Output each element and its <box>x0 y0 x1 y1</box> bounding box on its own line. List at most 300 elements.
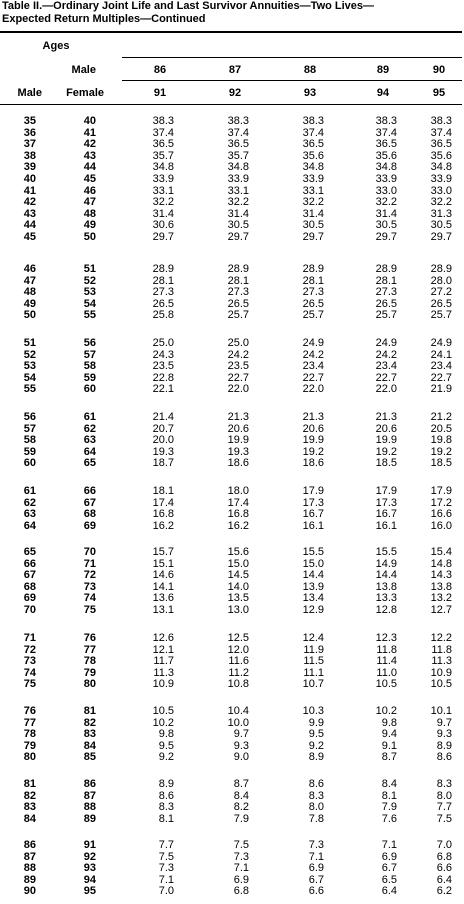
value-90-95: 21.2 <box>430 411 452 423</box>
male-age-90: 90 <box>432 64 446 76</box>
value-88-93: 20.6 <box>302 422 324 435</box>
female-age: 86 <box>83 778 96 790</box>
value-87-92: 7.9 <box>233 812 249 825</box>
table-row <box>0 361 464 372</box>
value-89-94: 29.7 <box>375 231 397 243</box>
female-age: 76 <box>83 632 96 644</box>
female-age: 52 <box>83 274 96 287</box>
male-age: 76 <box>23 705 36 717</box>
female-age: 51 <box>83 263 96 275</box>
female-age: 40 <box>83 115 96 127</box>
value-86-91: 15.1 <box>152 557 174 570</box>
value-86-91: 22.1 <box>152 383 174 396</box>
female-age: 94 <box>83 873 96 886</box>
value-88-93: 28.1 <box>302 274 324 287</box>
value-87-92: 16.2 <box>227 519 249 532</box>
table-row <box>0 521 464 532</box>
table-row <box>0 458 464 469</box>
female-age: 92 <box>83 850 96 863</box>
female-age: 91 <box>83 839 96 851</box>
value-88-93: 13.9 <box>302 580 324 593</box>
female-age: 81 <box>83 705 96 717</box>
value-86-91: 8.6 <box>158 789 174 802</box>
table-row <box>0 498 464 509</box>
value-87-92: 9.3 <box>233 739 249 752</box>
value-87-92: 20.6 <box>227 422 249 435</box>
value-87-92: 14.5 <box>227 569 249 582</box>
value-90-95: 13.8 <box>430 580 452 593</box>
value-88-93: 33.9 <box>302 173 324 185</box>
value-87-92: 13.5 <box>227 592 249 605</box>
male-age: 68 <box>23 580 36 593</box>
value-88-93: 12.4 <box>302 632 324 644</box>
value-87-92: 34.8 <box>227 161 249 174</box>
table-row <box>0 174 464 185</box>
value-86-91: 33.9 <box>152 173 174 185</box>
value-90-95: 13.2 <box>430 592 452 605</box>
value-86-91: 9.2 <box>158 751 174 764</box>
value-86-91: 34.8 <box>152 161 174 174</box>
female-age: 65 <box>83 457 96 470</box>
table-row <box>0 447 464 458</box>
male-age: 60 <box>23 457 36 470</box>
value-86-91: 7.1 <box>158 873 174 886</box>
value-88-93: 19.9 <box>302 434 324 447</box>
male-age: 51 <box>23 337 36 349</box>
value-90-95: 34.8 <box>430 161 452 174</box>
value-88-93: 7.3 <box>308 839 324 851</box>
table-row <box>0 802 464 813</box>
male-sub-rule <box>122 80 462 81</box>
male-age: 53 <box>23 360 36 373</box>
value-89-94: 9.4 <box>381 728 397 741</box>
value-87-92: 10.0 <box>227 716 249 729</box>
value-86-91: 20.0 <box>152 434 174 447</box>
male-age: 59 <box>23 445 36 458</box>
value-86-91: 12.6 <box>152 632 174 644</box>
male-age: 84 <box>23 812 36 825</box>
male-age: 77 <box>23 716 36 729</box>
male-age: 41 <box>23 184 36 197</box>
male-age: 83 <box>23 801 36 814</box>
female-age: 43 <box>83 149 96 162</box>
female-age: 75 <box>83 604 96 616</box>
value-88-93: 27.3 <box>302 286 324 299</box>
table-title <box>2 0 457 26</box>
value-88-93: 8.6 <box>308 778 324 790</box>
value-86-91: 21.4 <box>152 411 174 423</box>
male-age: 50 <box>23 309 36 322</box>
value-89-94: 16.1 <box>375 519 397 532</box>
table-row <box>0 384 464 395</box>
female-age: 88 <box>83 801 96 814</box>
male-age: 61 <box>23 485 36 497</box>
value-89-94: 35.6 <box>375 149 397 162</box>
male-age: 80 <box>23 751 36 764</box>
value-90-95: 14.3 <box>430 569 452 582</box>
value-89-94: 33.9 <box>375 173 397 185</box>
table-row <box>0 287 464 298</box>
value-87-92: 35.7 <box>227 149 249 162</box>
value-90-95: 25.7 <box>430 309 452 322</box>
female-age: 41 <box>83 126 96 139</box>
value-90-95: 8.0 <box>436 789 452 802</box>
value-89-94: 19.2 <box>375 445 397 458</box>
table-row <box>0 729 464 740</box>
male-age: 64 <box>23 519 36 532</box>
male-age: 48 <box>23 286 36 299</box>
female-age: 58 <box>83 360 96 373</box>
value-89-94: 10.2 <box>375 705 397 717</box>
value-89-94: 31.4 <box>375 207 397 220</box>
value-88-93: 7.1 <box>308 850 324 863</box>
female-age: 87 <box>83 789 96 802</box>
value-88-93: 18.6 <box>302 457 324 470</box>
value-87-92: 9.7 <box>233 728 249 741</box>
value-89-94: 7.1 <box>381 839 397 851</box>
ages-sub-rule <box>122 57 462 58</box>
value-86-91: 17.4 <box>152 496 174 509</box>
value-89-94: 34.8 <box>375 161 397 174</box>
value-90-95: 6.8 <box>436 850 452 863</box>
value-90-95: 33.0 <box>430 184 452 197</box>
male-age-89: 89 <box>376 64 390 76</box>
table-row <box>0 197 464 208</box>
value-89-94: 6.5 <box>381 873 397 886</box>
value-90-95: 23.4 <box>430 360 452 373</box>
value-89-94: 6.9 <box>381 850 397 863</box>
value-87-92: 29.7 <box>227 231 249 243</box>
male-age: 47 <box>23 274 36 287</box>
value-87-92: 38.3 <box>227 115 249 127</box>
value-86-91: 10.5 <box>152 705 174 717</box>
table-row <box>0 863 464 874</box>
value-89-94: 17.3 <box>375 496 397 509</box>
table-row <box>0 706 464 717</box>
female-age-93: 93 <box>303 87 317 99</box>
value-87-92: 26.5 <box>227 297 249 310</box>
value-88-93: 19.2 <box>302 445 324 458</box>
male-age: 37 <box>23 138 36 151</box>
value-89-94: 22.0 <box>375 383 397 396</box>
value-87-92: 28.9 <box>227 263 249 275</box>
value-88-93: 22.7 <box>302 371 324 384</box>
table-row <box>0 741 464 752</box>
value-87-92: 33.1 <box>227 184 249 197</box>
female-age: 80 <box>83 678 96 691</box>
value-87-92: 14.0 <box>227 580 249 593</box>
table-row <box>0 264 464 275</box>
value-86-91: 16.2 <box>152 519 174 532</box>
female-age: 44 <box>83 161 96 174</box>
value-88-93: 7.8 <box>308 812 324 825</box>
table-row <box>0 116 464 127</box>
value-87-92: 8.4 <box>233 789 249 802</box>
value-86-91: 7.0 <box>158 885 174 898</box>
value-90-95: 33.9 <box>430 173 452 185</box>
value-89-94: 6.4 <box>381 885 397 898</box>
table-row <box>0 656 464 667</box>
table-row <box>0 752 464 763</box>
male-age: 79 <box>23 739 36 752</box>
value-89-94: 15.5 <box>375 546 397 558</box>
male-age: 65 <box>23 546 36 558</box>
value-86-91: 35.7 <box>152 149 174 162</box>
male-age: 57 <box>23 422 36 435</box>
value-88-93: 10.7 <box>302 678 324 691</box>
male-age: 78 <box>23 728 36 741</box>
value-88-93: 8.3 <box>308 789 324 802</box>
value-86-91: 14.1 <box>152 580 174 593</box>
value-86-91: 10.2 <box>152 716 174 729</box>
value-87-92: 37.4 <box>227 126 249 139</box>
value-87-92: 15.6 <box>227 546 249 558</box>
value-86-91: 38.3 <box>152 115 174 127</box>
female-age: 85 <box>83 751 96 764</box>
female-age: 95 <box>83 885 96 898</box>
male-age: 90 <box>23 885 36 898</box>
value-88-93: 28.9 <box>302 263 324 275</box>
value-86-91: 15.7 <box>152 546 174 558</box>
value-86-91: 37.4 <box>152 126 174 139</box>
female-age: 46 <box>83 184 96 197</box>
value-89-94: 17.9 <box>375 485 397 497</box>
value-90-95: 29.7 <box>430 231 452 243</box>
value-89-94: 20.6 <box>375 422 397 435</box>
male-age-87: 87 <box>228 64 242 76</box>
female-age: 59 <box>83 371 96 384</box>
value-86-91: 8.9 <box>158 778 174 790</box>
value-89-94: 7.6 <box>381 812 397 825</box>
value-88-93: 8.9 <box>308 751 324 764</box>
value-90-95: 28.0 <box>430 274 452 287</box>
value-87-92: 12.5 <box>227 632 249 644</box>
female-age: 71 <box>83 557 96 570</box>
value-86-91: 7.3 <box>158 862 174 875</box>
value-87-92: 13.0 <box>227 604 249 616</box>
male-age: 88 <box>23 862 36 875</box>
value-90-95: 6.2 <box>436 885 452 898</box>
table-row <box>0 338 464 349</box>
male-age: 82 <box>23 789 36 802</box>
value-89-94: 36.5 <box>375 138 397 151</box>
value-90-95: 6.6 <box>436 862 452 875</box>
value-89-94: 14.4 <box>375 569 397 582</box>
value-88-93: 23.4 <box>302 360 324 373</box>
male-age: 45 <box>23 231 36 243</box>
value-87-92: 33.9 <box>227 173 249 185</box>
value-90-95: 26.5 <box>430 297 452 310</box>
value-88-93: 24.9 <box>302 337 324 349</box>
value-87-92: 7.1 <box>233 862 249 875</box>
value-86-91: 10.9 <box>152 678 174 691</box>
value-90-95: 8.3 <box>436 778 452 790</box>
value-87-92: 19.3 <box>227 445 249 458</box>
value-87-92: 18.0 <box>227 485 249 497</box>
value-90-95: 8.9 <box>436 739 452 752</box>
table-row <box>0 582 464 593</box>
value-89-94: 33.0 <box>375 184 397 197</box>
value-90-95: 31.3 <box>430 207 452 220</box>
female-age: 56 <box>83 337 96 349</box>
value-90-95: 10.1 <box>430 705 452 717</box>
value-90-95: 11.3 <box>431 655 452 668</box>
value-90-95: 20.5 <box>430 422 452 435</box>
table-row <box>0 633 464 644</box>
male-age-88: 88 <box>303 64 317 76</box>
male-age: 70 <box>23 604 36 616</box>
table-row <box>0 435 464 446</box>
value-89-94: 38.3 <box>375 115 397 127</box>
male-age: 58 <box>23 434 36 447</box>
value-90-95: 11.8 <box>431 643 452 656</box>
female-age: 84 <box>83 739 96 752</box>
value-88-93: 9.9 <box>308 716 324 729</box>
male-age: 49 <box>23 297 36 310</box>
value-87-92: 36.5 <box>227 138 249 151</box>
female-age-94: 94 <box>376 87 390 99</box>
female-age: 62 <box>83 422 96 435</box>
male-age: 44 <box>23 219 36 232</box>
table-row <box>0 875 464 886</box>
value-88-93: 29.7 <box>302 231 324 243</box>
female-age: 60 <box>83 383 96 396</box>
value-90-95: 28.9 <box>430 263 452 275</box>
value-89-94: 12.8 <box>375 604 397 616</box>
female-age: 73 <box>83 580 96 593</box>
value-89-94: 11.8 <box>376 643 397 656</box>
table-row <box>0 151 464 162</box>
male-age-86: 86 <box>153 64 167 76</box>
table-row <box>0 852 464 863</box>
female-age: 61 <box>83 411 96 423</box>
value-90-95: 32.2 <box>430 196 452 209</box>
female-age: 57 <box>83 348 96 361</box>
value-88-93: 22.0 <box>302 383 324 396</box>
value-90-95: 21.9 <box>430 383 452 396</box>
female-age: 79 <box>83 666 96 679</box>
value-88-93: 15.5 <box>302 546 324 558</box>
value-87-92: 17.4 <box>227 496 249 509</box>
value-86-91: 24.3 <box>152 348 174 361</box>
value-88-93: 34.8 <box>302 161 324 174</box>
value-87-92: 6.9 <box>233 873 249 886</box>
title-line-2: Expected Return Multiples—Continued <box>2 13 206 25</box>
female-age: 49 <box>83 219 96 232</box>
table-row <box>0 162 464 173</box>
male-row-label: Male <box>71 64 96 76</box>
value-87-92: 16.8 <box>227 508 249 521</box>
male-age: 66 <box>23 557 36 570</box>
top-rule <box>0 31 462 33</box>
table-row <box>0 679 464 690</box>
value-89-94: 24.9 <box>375 337 397 349</box>
value-90-95: 9.3 <box>436 728 452 741</box>
table-row <box>0 840 464 851</box>
value-89-94: 8.1 <box>381 789 397 802</box>
value-86-91: 11.3 <box>153 666 174 679</box>
female-age: 89 <box>83 812 96 825</box>
female-age: 45 <box>83 173 96 185</box>
value-90-95: 10.5 <box>430 678 452 691</box>
value-87-92: 12.0 <box>227 643 249 656</box>
male-age: 52 <box>23 348 36 361</box>
table-row <box>0 605 464 616</box>
header-bottom-rule <box>0 104 462 105</box>
value-87-92: 28.1 <box>227 274 249 287</box>
value-89-94: 16.7 <box>375 508 397 521</box>
value-90-95: 16.6 <box>430 508 452 521</box>
female-age: 55 <box>83 309 96 322</box>
table-row <box>0 486 464 497</box>
male-age: 35 <box>23 115 36 127</box>
value-86-91: 33.1 <box>152 184 174 197</box>
table-row <box>0 570 464 581</box>
female-age: 53 <box>83 286 96 299</box>
female-age-92: 92 <box>228 87 242 99</box>
value-90-95: 12.7 <box>430 604 452 616</box>
value-87-92: 21.3 <box>227 411 249 423</box>
male-age: 67 <box>23 569 36 582</box>
female-age: 93 <box>83 862 96 875</box>
value-89-94: 26.5 <box>375 297 397 310</box>
table-row <box>0 299 464 310</box>
female-age: 72 <box>83 569 96 582</box>
female-age: 50 <box>83 231 96 243</box>
table-row <box>0 593 464 604</box>
value-88-93: 14.4 <box>302 569 324 582</box>
value-90-95: 24.9 <box>430 337 452 349</box>
value-88-93: 9.5 <box>308 728 324 741</box>
value-89-94: 19.9 <box>375 434 397 447</box>
value-86-91: 7.7 <box>158 839 174 851</box>
male-age: 40 <box>23 173 36 185</box>
table-row <box>0 509 464 520</box>
value-86-91: 26.5 <box>152 297 174 310</box>
value-90-95: 6.4 <box>436 873 452 886</box>
value-87-92: 9.0 <box>233 751 249 764</box>
value-86-91: 14.6 <box>152 569 174 582</box>
value-90-95: 14.8 <box>430 557 452 570</box>
female-age: 69 <box>83 519 96 532</box>
female-age: 70 <box>83 546 96 558</box>
value-88-93: 31.4 <box>302 207 324 220</box>
value-86-91: 8.1 <box>158 812 174 825</box>
table-row <box>0 209 464 220</box>
male-age: 72 <box>23 643 36 656</box>
table-row <box>0 220 464 231</box>
male-age: 54 <box>23 371 36 384</box>
value-90-95: 19.8 <box>430 434 452 447</box>
female-age: 47 <box>83 196 96 209</box>
value-87-92: 7.3 <box>233 850 249 863</box>
female-age: 82 <box>83 716 96 729</box>
value-90-95: 15.4 <box>430 546 452 558</box>
value-88-93: 17.9 <box>302 485 324 497</box>
male-age: 62 <box>23 496 36 509</box>
value-87-92: 23.5 <box>227 360 249 373</box>
value-88-93: 36.5 <box>302 138 324 151</box>
value-88-93: 10.3 <box>302 705 324 717</box>
value-89-94: 13.8 <box>375 580 397 593</box>
value-86-91: 13.1 <box>152 604 174 616</box>
value-90-95: 36.5 <box>430 138 452 151</box>
table-row <box>0 424 464 435</box>
male-age: 69 <box>23 592 36 605</box>
table-row <box>0 310 464 321</box>
value-87-92: 8.7 <box>233 778 249 790</box>
value-86-91: 9.8 <box>158 728 174 741</box>
